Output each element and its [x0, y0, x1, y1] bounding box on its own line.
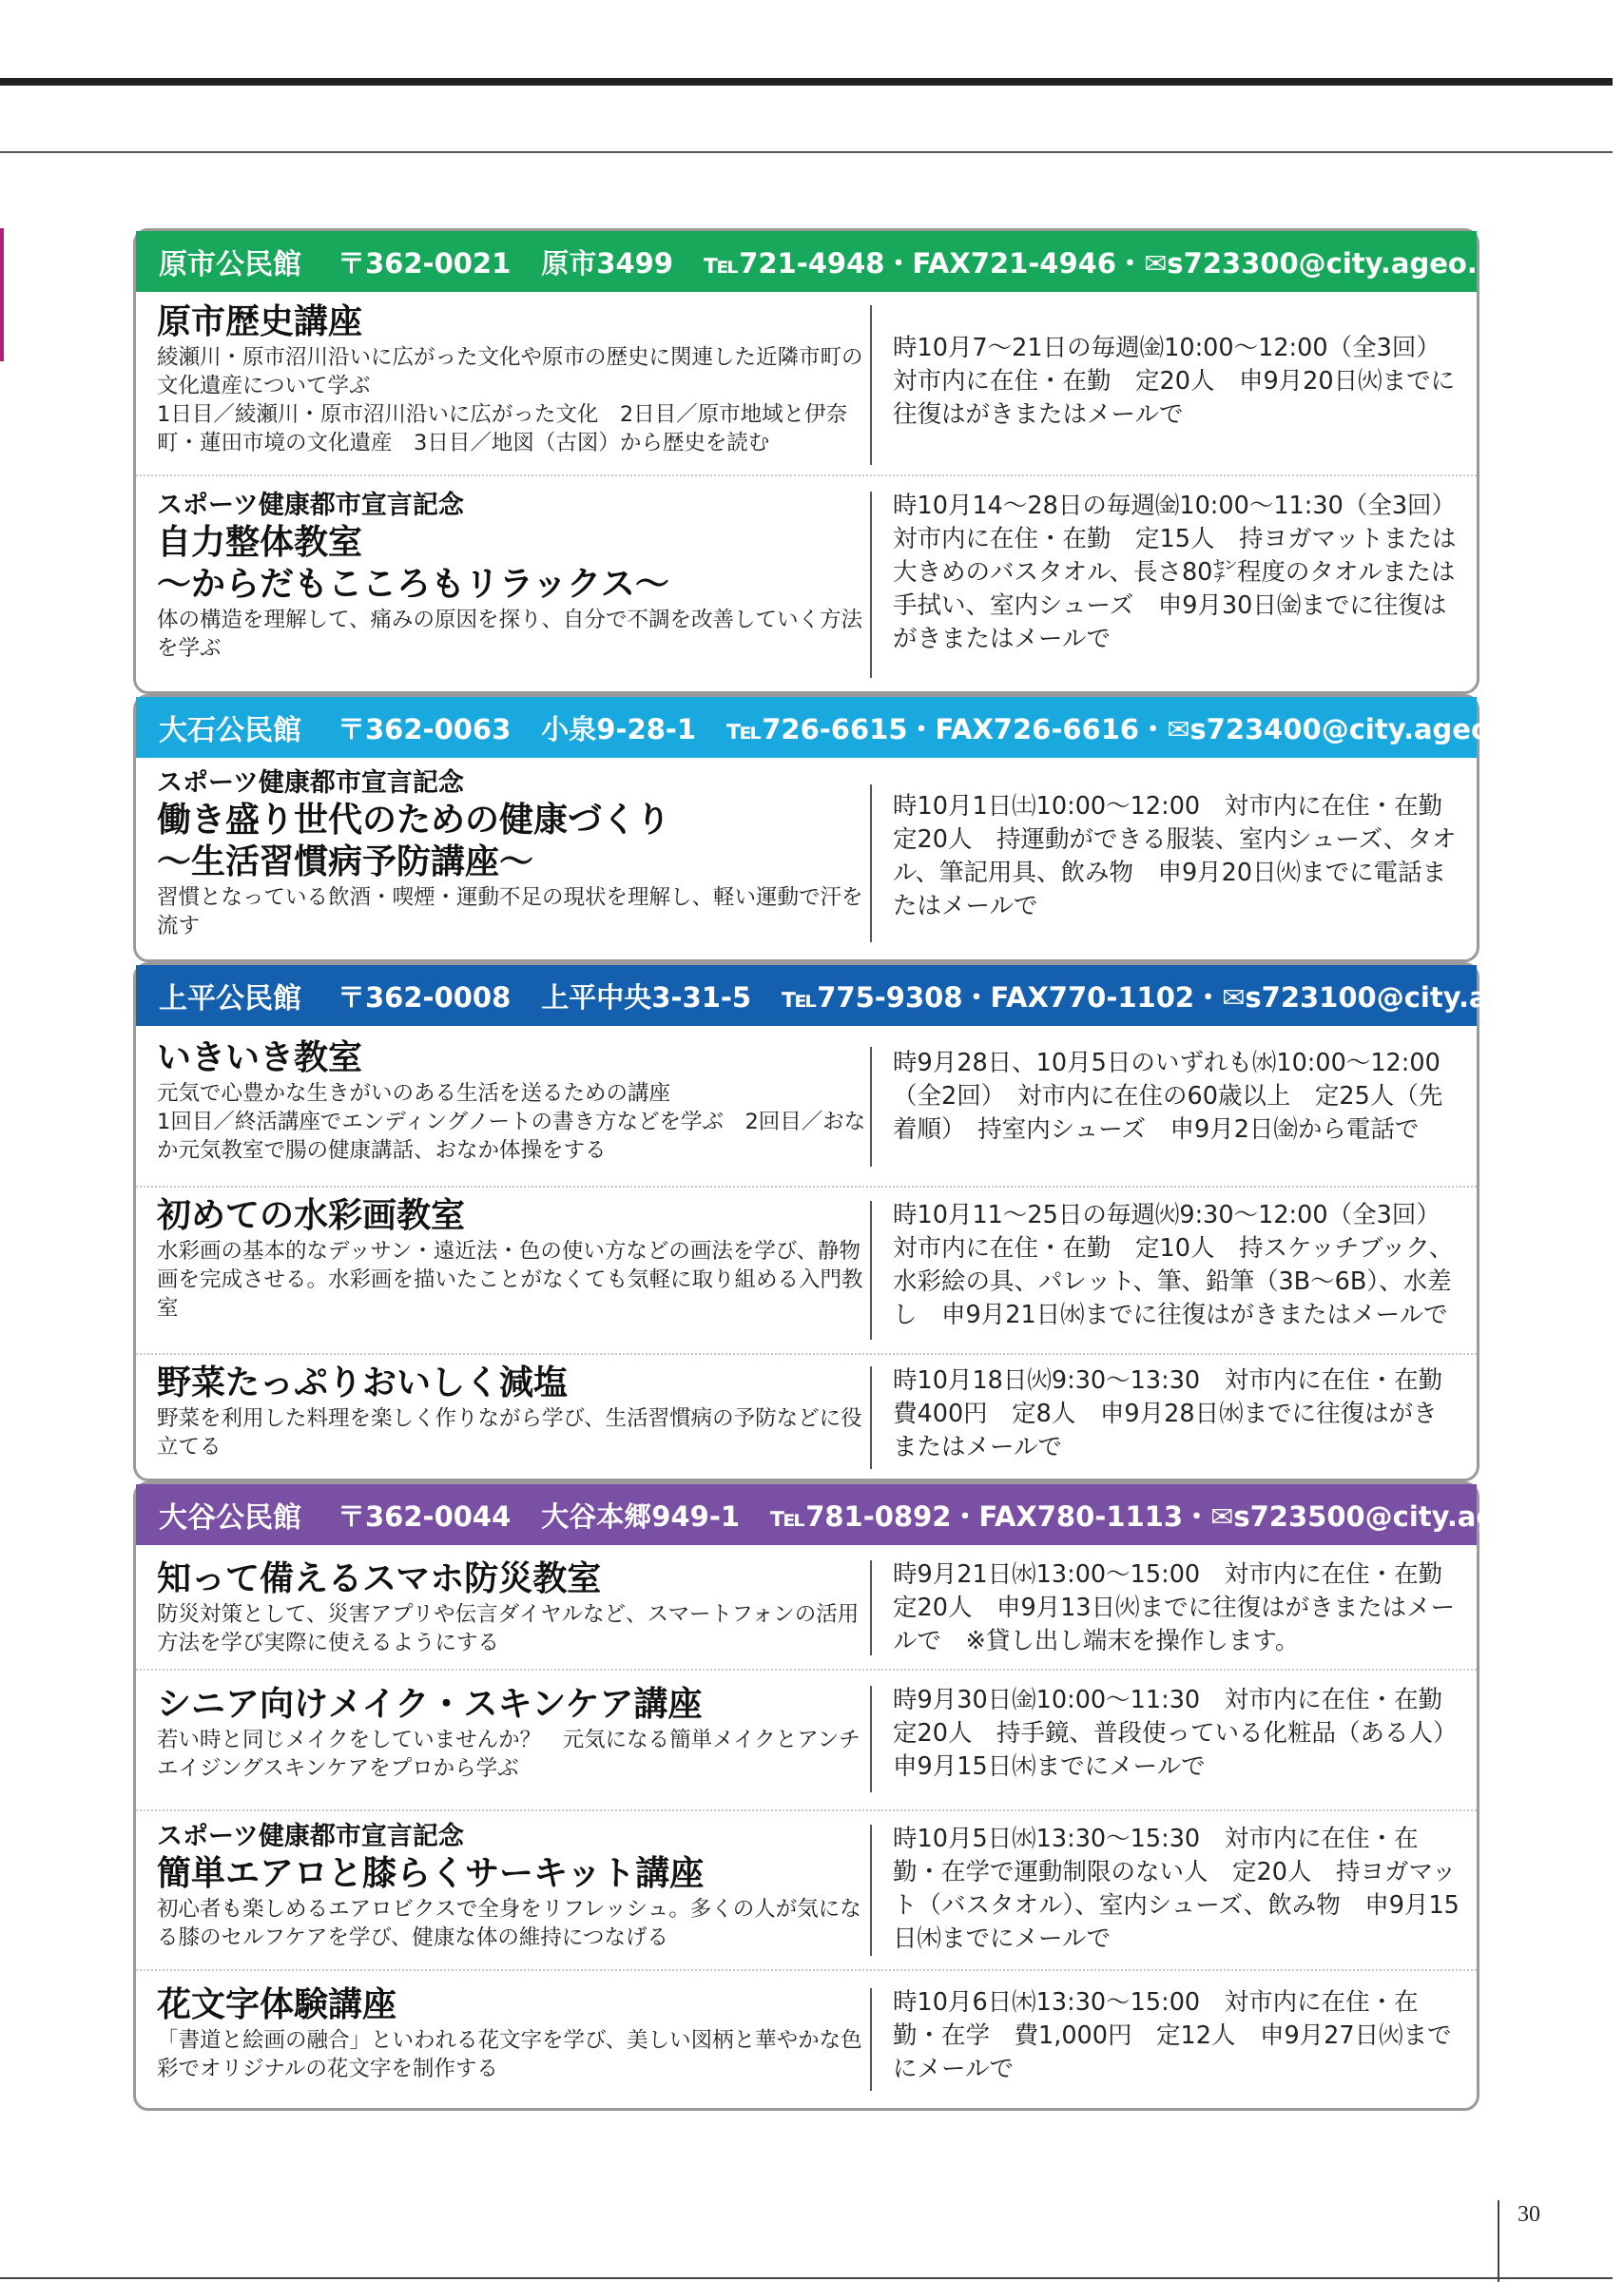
column-divider [870, 784, 872, 942]
section-oya [133, 1481, 1614, 2111]
course-description: 若い時と同じメイクをしていませんか？ 元気になる簡単メイクとアンチエイジングスキンケアをプロから学ぶ [157, 1728, 860, 1781]
course-title: 原市歴史講座 [157, 302, 363, 341]
postal-code: 〒362-0021 [338, 246, 512, 280]
contact-info: ℡775-9308・FAX770-1102・✉s723100@city.ageo.lg.jp [782, 980, 1624, 1014]
section-header [136, 697, 1570, 758]
edge-tab [0, 228, 4, 361]
column-divider [870, 1201, 872, 1340]
course-item [136, 292, 1477, 474]
column-divider [870, 1988, 872, 2091]
course-title: 働き盛り世代のための健康づくり ～生活習慣病予防講座～ [157, 801, 671, 881]
top-thin-rule [0, 151, 1613, 153]
course-info: 時10月1日㈯10:00～12:00 対市内に在住・在勤 定20人 持運動ができる服装、室内シューズ、タオル、筆記用具、飲み物 申9月20日㈫までに電話またはメールで [893, 792, 1467, 920]
course-item [136, 1809, 1477, 1969]
course-description: 習慣となっている飲酒・喫煙・運動不足の現状を理解し、軽い運動で汗を流す [157, 885, 863, 938]
course-item [136, 758, 1477, 959]
course-info: 時10月14～28日の毎週㈮10:00～11:30（全3回） 対市内に在住・在勤 定15人 持ヨガマットまたは大きめのバスタオル、長さ80㌢程度のタオルまたは手拭い、室内シューズ 申9月30日㈮までに往復はがきまたはメールで [893, 492, 1468, 653]
course-description: 体の構造を理解して、痛みの原因を探り、自分で不調を改善していく方法を学ぶ [157, 608, 863, 661]
top-rule [0, 78, 1613, 86]
course-title: いきいき教室 [157, 1038, 363, 1077]
course-info: 時10月18日㈫9:30～13:30 対市内に在住・在勤 費400円 定8人 申9月28日㈬までに往復はがきまたはメールで [893, 1366, 1467, 1461]
section-header [136, 1484, 1614, 1545]
column-divider [870, 492, 872, 678]
course-item [136, 1545, 1477, 1669]
contact-info: ℡781-0892・FAX780-1113・✉s723500@city.ageo.lg.jp [770, 1499, 1614, 1533]
center-name: 大谷公民館 [159, 1501, 301, 1535]
course-info: 時9月21日㈬13:00～15:00 対市内に在住・在勤 定20人 申9月13日㈫までに往復はがきまたはメールで ※貸し出し端末を操作します。 [893, 1560, 1467, 1655]
course-info: 時9月28日、10月5日のいずれも㈬10:00～12:00（全2回） 対市内に在住の60歳以上 定25人（先着順） 持室内シューズ 申9月2日㈮から電話で [893, 1049, 1443, 1144]
course-description: 元気で心豊かな生きがいのある生活を送るための講座 1回目／終活講座でエンディングノートの書き方などを学ぶ 2回目／おなか元気教室で腸の健康講話、おなか体操をする [157, 1081, 866, 1163]
course-description: 「書道と絵画の融合」といわれる花文字を学び、美しい図柄と華やかな色彩でオリジナルの花文字を制作する [157, 2028, 862, 2081]
course-title: シニア向けメイク・スキンケア講座 [157, 1685, 703, 1724]
course-description: 初心者も楽しめるエアロビクスで全身をリフレッシュ。多くの人が気になる膝のセルフケアを学び、健康な体の維持につなげる [157, 1897, 861, 1950]
course-item [136, 1026, 1477, 1186]
section-kamihira [133, 962, 1624, 1481]
course-description: 野菜を利用した料理を楽しく作りながら学び、生活習慣病の予防などに役立てる [157, 1406, 862, 1460]
column-divider [870, 1825, 872, 1956]
course-info: 時10月11～25日の毎週㈫9:30～12:00（全3回） 対市内に在住・在勤 定10人 持スケッチブック、水彩絵の具、パレット、筆、鉛筆（3B～6B）、水差し 申9月21日㈬までに往復はがきまたはメールで [893, 1201, 1454, 1329]
postal-code: 〒362-0044 [338, 1499, 512, 1533]
course-description: 綾瀬川・原市沼川沿いに広がった文化や原市の歴史に関連した近隣市町の文化遺産について学ぶ 1日目／綾瀬川・原市沼川沿いに広がった文化 2日目／原市地域と伊奈町・蓮田市境の文化遺産 3日目／地図（古図）から歴史を読む [157, 345, 863, 455]
contact-info: ℡726-6615・FAX726-6616・✉s723400@city.ageo.lg.jp [726, 712, 1570, 745]
course-info: 時10月5日㈬13:30～15:30 対市内に在住・在勤・在学で運動制限のない人 定20人 持ヨガマット（バスタオル）、室内シューズ、飲み物 申9月15日㈭までにメールで [893, 1825, 1460, 1953]
course-kicker: スポーツ健康都市宣言記念 [157, 1822, 464, 1851]
course-item [136, 474, 1477, 693]
page-number: 30 [1518, 2202, 1540, 2227]
column-divider [870, 1560, 872, 1655]
course-title: 花文字体験講座 [157, 1985, 397, 2024]
address: 小泉9-28-1 [541, 712, 697, 745]
course-item [136, 1353, 1477, 1484]
center-name: 原市公民館 [159, 248, 301, 281]
section-header [136, 231, 1547, 292]
course-description: 防災対策として、災害アプリや伝言ダイヤルなど、スマートフォンの活用方法を学び実際に使えるようにする [157, 1602, 860, 1655]
address: 大谷本郷949-1 [541, 1499, 741, 1533]
section-haraichi [133, 228, 1547, 694]
course-kicker: スポーツ健康都市宣言記念 [157, 491, 464, 520]
address: 原市3499 [541, 246, 674, 280]
course-title: 簡単エアロと膝らくサーキット講座 [157, 1854, 705, 1893]
column-divider [870, 1047, 872, 1167]
column-divider [870, 1686, 872, 1792]
course-info: 時10月6日㈭13:30～15:00 対市内に在住・在勤・在学 費1,000円 定12人 申9月27日㈫までにメールで [893, 1988, 1452, 2083]
course-title: 初めての水彩画教室 [157, 1196, 466, 1235]
course-description: 水彩画の基本的なデッサン・遠近法・色の使い方などの画法を学び、静物画を完成させる。水彩画を描いたことがなくても気軽に取り組める入門教室 [157, 1239, 863, 1321]
address: 上平中央3-31-5 [541, 980, 752, 1014]
page-number-rule [1498, 2200, 1499, 2282]
section-oishi [133, 694, 1570, 962]
center-name: 大石公民館 [159, 714, 301, 747]
course-info: 時10月7～21日の毎週㈮10:00～12:00（全3回） 対市内に在住・在勤 定20人 申9月20日㈫までに往復はがきまたはメールで [893, 334, 1456, 429]
course-item [136, 1669, 1477, 1809]
column-divider [870, 305, 872, 465]
bottom-rule [0, 2277, 1613, 2279]
course-title: 野菜たっぷりおいしく減塩 [157, 1363, 569, 1402]
column-divider [870, 1366, 872, 1469]
section-header [136, 965, 1624, 1026]
course-title: 自力整体教室 ～からだもこころもリラックス～ [157, 523, 669, 604]
contact-info: ℡721-4948・FAX721-4946・✉s723300@city.ageo.lg.jp [704, 246, 1547, 280]
course-title: 知って備えるスマホ防災教室 [157, 1559, 602, 1598]
course-item [136, 1969, 1477, 2114]
course-kicker: スポーツ健康都市宣言記念 [157, 768, 464, 798]
center-name: 上平公民館 [159, 982, 301, 1015]
postal-code: 〒362-0063 [338, 712, 512, 745]
course-item [136, 1186, 1477, 1353]
postal-code: 〒362-0008 [338, 980, 512, 1014]
course-info: 時9月30日㈮10:00～11:30 対市内に在住・在勤 定20人 持手鏡、普段使っている化粧品（ある人） 申9月15日㈭までにメールで [893, 1686, 1470, 1781]
